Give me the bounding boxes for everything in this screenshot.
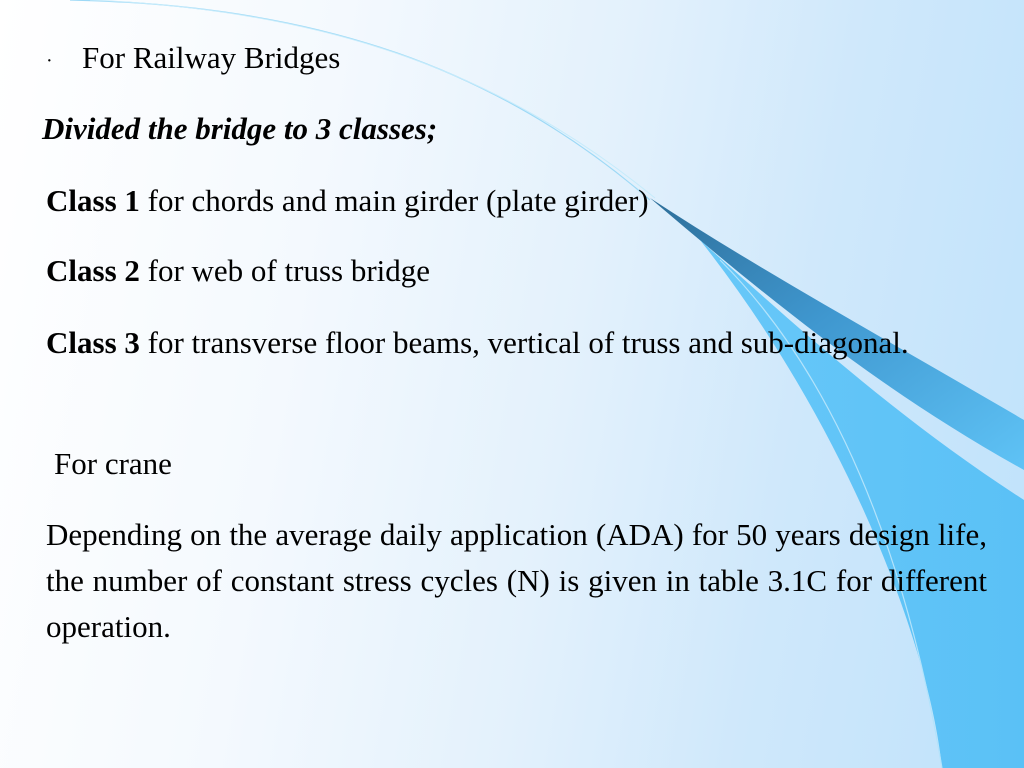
class-2-label: Class 2 xyxy=(46,253,140,288)
class-3-paragraph xyxy=(46,320,987,366)
divided-classes-line: Divided the bridge to 3 classes; xyxy=(42,111,438,146)
class-2-text: for web of truss bridge xyxy=(139,253,431,288)
crane-paragraph: Depending on the average daily application (ADA) for 50 years design life, the number of constant stress cycles (N) is given in table 3.1C for different operation. xyxy=(46,517,987,644)
bullet-item-railway xyxy=(46,35,987,84)
crane-heading: For crane xyxy=(54,446,172,481)
class-1-text: for chords and main girder (plate girder) xyxy=(139,183,649,218)
class-1-label: Class 1 xyxy=(46,183,140,218)
class-3-text: for transverse floor beams, vertical of truss and sub-diagonal. xyxy=(139,325,909,360)
bullet-icon: · xyxy=(46,49,53,72)
class-3-label: Class 3 xyxy=(46,325,140,360)
railway-heading: For Railway Bridges xyxy=(82,40,341,75)
class-2-line xyxy=(46,248,987,294)
class-1-line xyxy=(46,178,987,224)
